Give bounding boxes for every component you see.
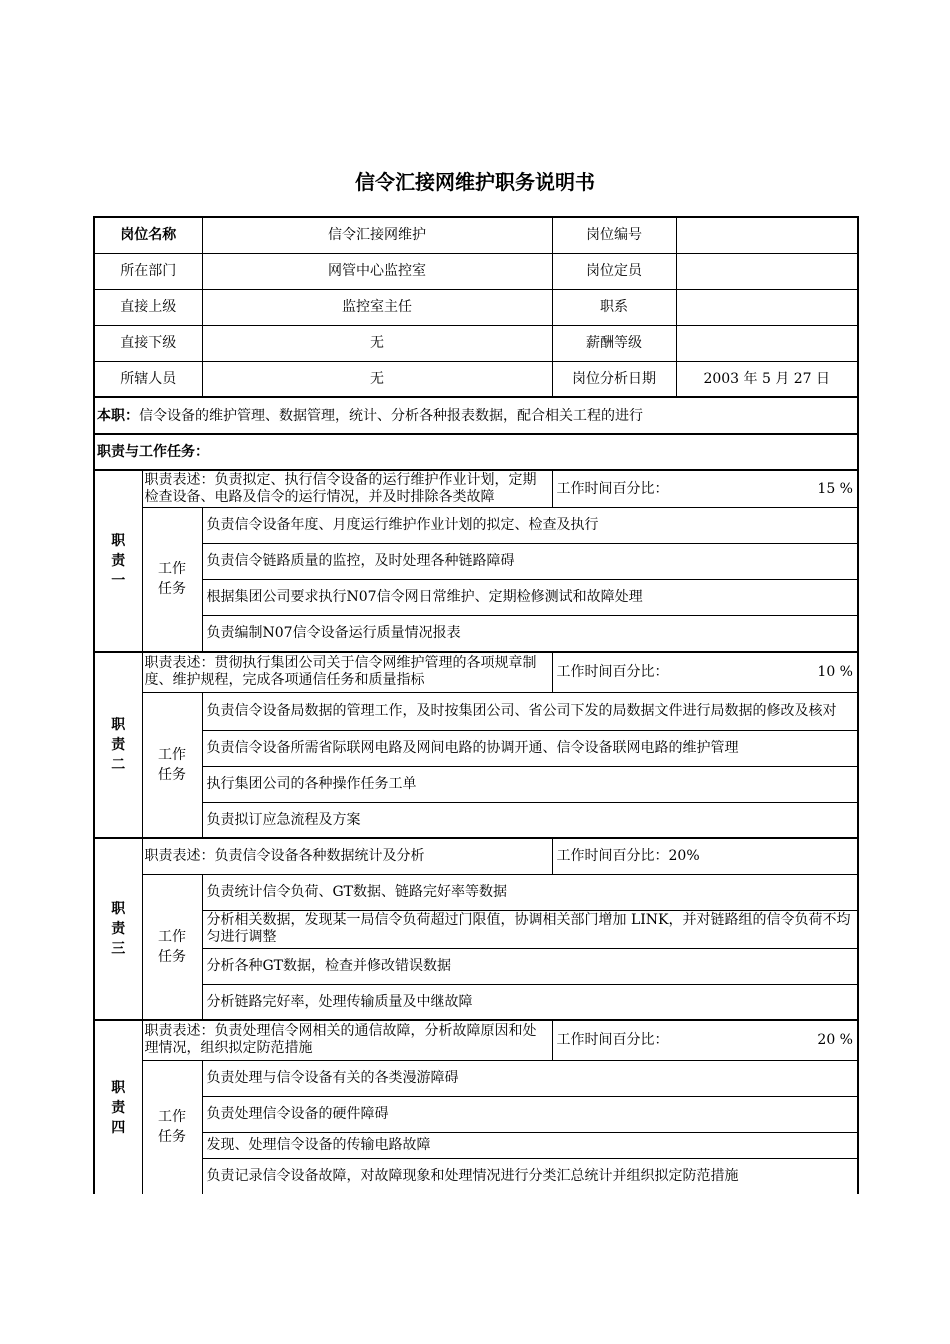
header-value — [676, 289, 858, 325]
header-label: 岗位编号 — [552, 217, 676, 253]
header-row — [94, 253, 858, 289]
duty-summary-row — [94, 397, 858, 434]
duty-time-percent: 工作时间百分比： 10 % — [552, 652, 858, 692]
task-row — [94, 1158, 858, 1194]
task-item: 负责统计信令负荷、GT数据、链路完好率等数据 — [202, 874, 858, 910]
header-row — [94, 217, 858, 253]
duty-description-row — [94, 470, 858, 507]
task-row — [94, 579, 858, 615]
task-row — [94, 874, 858, 910]
task-row — [94, 1096, 858, 1132]
header-value: 网管中心监控室 — [202, 253, 552, 289]
duty-description-row — [94, 838, 858, 874]
duty-description-row — [94, 1020, 858, 1060]
header-label: 所辖人员 — [94, 361, 202, 397]
header-row — [94, 361, 858, 397]
task-item: 负责编制N07信令设备运行质量情况报表 — [202, 615, 858, 652]
duty-summary — [94, 397, 858, 434]
task-item: 负责信令设备所需省际联网电路及网间电路的协调开通、信令设备联网电路的维护管理 — [202, 730, 858, 766]
document-title: 信令汇接网维护职务说明书 — [355, 170, 595, 194]
header-value: 无 — [202, 361, 552, 397]
header-value: 监控室主任 — [202, 289, 552, 325]
duty-summary-text: 信令设备的维护管理、数据管理，统计、分析各种报表数据，配合相关工程的进行 — [139, 407, 643, 424]
duty-description: 职责表述：负责处理信令网相关的通信故障，分析故障原因和处理情况，组织拟定防范措施 — [142, 1020, 552, 1060]
header-row — [94, 289, 858, 325]
header-value: 无 — [202, 325, 552, 361]
task-item: 根据集团公司要求执行N07信令网日常维护、定期检修测试和故障处理 — [202, 579, 858, 615]
task-item: 分析链路完好率，处理传输质量及中继故障 — [202, 984, 858, 1020]
task-row — [94, 910, 858, 948]
duty-name: 职责三 — [94, 838, 142, 1020]
task-item: 负责处理与信令设备有关的各类漫游障碍 — [202, 1060, 858, 1096]
duty-description: 职责表述：贯彻执行集团公司关于信令网维护管理的各项规章制度、维护规程，完成各项通信任务和质量指标 — [142, 652, 552, 692]
tasks-heading: 职责与工作任务： — [94, 434, 858, 470]
task-item: 负责信令链路质量的监控，及时处理各种链路障碍 — [202, 543, 858, 579]
header-label: 岗位定员 — [552, 253, 676, 289]
task-row — [94, 802, 858, 838]
task-row — [94, 730, 858, 766]
task-label: 工作任务 — [142, 1060, 202, 1194]
task-item: 分析相关数据，发现某一局信令负荷超过门限值，协调相关部门增加 LINK，并对链路组的信令负荷不均匀进行调整 — [202, 910, 858, 948]
task-row — [94, 543, 858, 579]
header-label: 岗位名称 — [94, 217, 202, 253]
duty-description: 职责表述：负责拟定、执行信令设备的运行维护作业计划，定期检查设备、电路及信令的运行情况，并及时排除各类故障 — [142, 470, 552, 507]
duty-time-percent: 工作时间百分比： 15 % — [552, 470, 858, 507]
header-value: 2003 年 5 月 27 日 — [676, 361, 858, 397]
duty-description-row — [94, 652, 858, 692]
task-item: 发现、处理信令设备的传输电路故障 — [202, 1132, 858, 1158]
task-item: 负责信令设备年度、月度运行维护作业计划的拟定、检查及执行 — [202, 507, 858, 543]
task-item: 执行集团公司的各种操作任务工单 — [202, 766, 858, 802]
task-item: 负责信令设备局数据的管理工作，及时按集团公司、省公司下发的局数据文件进行局数据的修改及核对 — [202, 692, 858, 730]
header-value: 信令汇接网维护 — [202, 217, 552, 253]
header-row — [94, 325, 858, 361]
task-row — [94, 1060, 858, 1096]
header-label: 职系 — [552, 289, 676, 325]
task-item: 负责记录信令设备故障，对故障现象和处理情况进行分类汇总统计并组织拟定防范措施 — [202, 1158, 858, 1194]
task-label: 工作任务 — [142, 507, 202, 652]
task-label: 工作任务 — [142, 692, 202, 838]
duty-time-percent: 工作时间百分比： 20% — [552, 838, 858, 874]
duty-name: 职责一 — [94, 470, 142, 652]
header-label: 所在部门 — [94, 253, 202, 289]
task-item: 负责拟订应急流程及方案 — [202, 802, 858, 838]
tasks-heading-row — [94, 434, 858, 470]
header-label: 岗位分析日期 — [552, 361, 676, 397]
task-row — [94, 615, 858, 652]
task-row — [94, 984, 858, 1020]
job-description-table — [93, 216, 859, 1194]
header-value — [676, 253, 858, 289]
duty-name: 职责四 — [94, 1020, 142, 1194]
header-label: 直接上级 — [94, 289, 202, 325]
task-item: 负责处理信令设备的硬件障碍 — [202, 1096, 858, 1132]
header-label: 直接下级 — [94, 325, 202, 361]
duty-description: 职责表述：负责信令设备各种数据统计及分析 — [142, 838, 552, 874]
task-label: 工作任务 — [142, 874, 202, 1020]
duty-summary-label: 本职： — [97, 407, 139, 424]
task-item: 分析各种GT数据，检查并修改错误数据 — [202, 948, 858, 984]
task-row — [94, 1132, 858, 1158]
task-row — [94, 948, 858, 984]
header-value — [676, 325, 858, 361]
duty-name: 职责二 — [94, 652, 142, 838]
task-row — [94, 507, 858, 543]
duty-time-percent: 工作时间百分比： 20 % — [552, 1020, 858, 1060]
header-label: 薪酬等级 — [552, 325, 676, 361]
task-row — [94, 766, 858, 802]
task-row — [94, 692, 858, 730]
header-value — [676, 217, 858, 253]
